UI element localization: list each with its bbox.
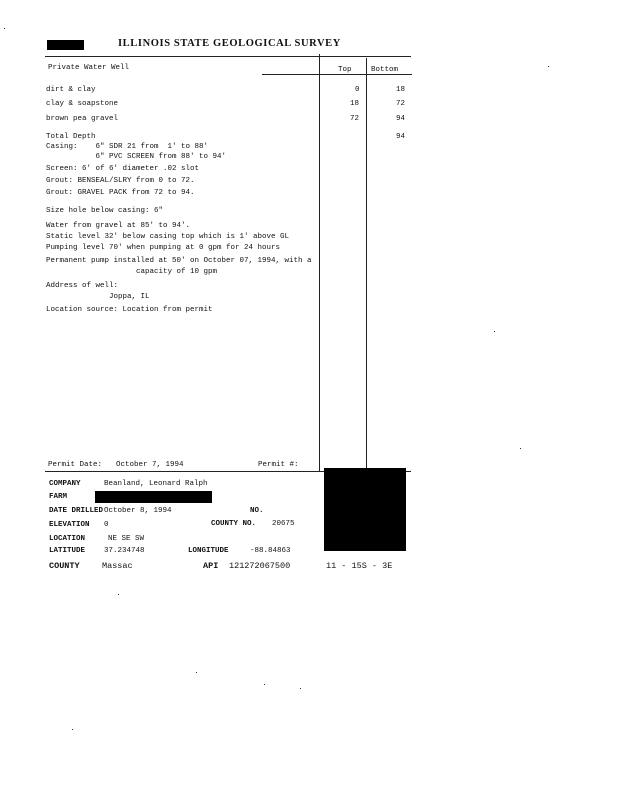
header-rule	[45, 56, 411, 57]
page-title: ILLINOIS STATE GEOLOGICAL SURVEY	[118, 38, 341, 49]
column-header-rule	[262, 74, 412, 75]
scan-speck	[548, 66, 549, 67]
strata-bottom: 72	[396, 100, 406, 108]
permit-number-label: Permit #:	[258, 461, 299, 469]
col-top-header: Top	[338, 66, 352, 74]
strata-top: 18	[350, 100, 360, 108]
strata-desc: dirt & clay	[46, 86, 96, 94]
scan-speck	[494, 331, 495, 332]
redaction-block-farm	[95, 491, 212, 503]
latitude-value: 37.234748	[104, 547, 145, 555]
address-value: Joppa, IL	[46, 293, 150, 301]
grout-line-2: Grout: GRAVEL PACK from 72 to 94.	[46, 189, 195, 197]
address-label: Address of well:	[46, 282, 119, 290]
county-no-value: 20675	[272, 520, 295, 528]
col-bottom-header: Bottom	[371, 66, 399, 74]
scan-speck	[300, 688, 301, 689]
scan-speck	[264, 684, 265, 685]
column-divider-left	[319, 54, 320, 472]
no-label: NO.	[250, 507, 264, 515]
pumping-level-line: Pumping level 70' when pumping at 0 gpm for 24 hours	[46, 244, 281, 252]
hole-size-line: Size hole below casing: 6"	[46, 207, 164, 215]
farm-label: FARM	[49, 493, 68, 501]
static-level-line: Static level 32' below casing top which is 1' above GL	[46, 233, 290, 241]
strata-top: 72	[350, 115, 360, 123]
water-from-line: Water from gravel at 85' to 94'.	[46, 222, 191, 230]
casing-line-1: Casing: 6" SDR 21 from 1' to 88'	[46, 143, 209, 151]
column-divider-right	[366, 58, 367, 472]
permit-date-value: October 7, 1994	[116, 461, 184, 469]
total-depth-value: 94	[396, 133, 406, 141]
strata-desc: brown pea gravel	[46, 115, 119, 123]
company-value: Beanland, Leonard Ralph	[104, 480, 208, 488]
county-no-label: COUNTY NO.	[211, 520, 257, 528]
redaction-block-top	[47, 40, 84, 50]
permit-date-label: Permit Date:	[48, 461, 103, 469]
strata-top: 0	[355, 86, 360, 94]
api-label: API	[203, 561, 219, 571]
location-label: LOCATION	[49, 535, 86, 543]
elevation-value: 0	[104, 521, 109, 529]
api-value: 121272067500	[229, 561, 291, 571]
strata-desc: clay & soapstone	[46, 100, 119, 108]
township-range: 11 - 15S - 3E	[326, 561, 393, 571]
scan-speck	[196, 672, 197, 673]
pump-capacity-line: capacity of 10 gpm	[46, 268, 218, 276]
strata-bottom: 18	[396, 86, 406, 94]
total-depth-label: Total Depth	[46, 133, 96, 141]
grout-line-1: Grout: BENSEAL/SLRY from 0 to 72.	[46, 177, 195, 185]
longitude-label: LONGITUDE	[188, 547, 229, 555]
county-value: Massac	[102, 561, 133, 571]
pump-installed-line: Permanent pump installed at 50' on October 07, 1994, with a	[46, 257, 312, 265]
latitude-label: LATITUDE	[49, 547, 86, 555]
county-label: COUNTY	[49, 561, 80, 571]
company-label: COMPANY	[49, 480, 81, 488]
elevation-label: ELEVATION	[49, 521, 90, 529]
scan-speck	[4, 28, 5, 29]
strata-bottom: 94	[396, 115, 406, 123]
date-drilled-value: October 8, 1994	[104, 507, 172, 515]
date-drilled-label: DATE DRILLED	[49, 507, 104, 515]
section-label: Private Water Well	[48, 64, 130, 72]
scan-speck	[72, 729, 73, 730]
redaction-block-right	[324, 468, 406, 551]
longitude-value: -88.84863	[250, 547, 291, 555]
screen-line: Screen: 6' of 6' diameter .02 slot	[46, 165, 200, 173]
casing-line-2: 6" PVC SCREEN from 88' to 94'	[46, 153, 227, 161]
location-value: NE SE SW	[108, 535, 145, 543]
location-source-line: Location source: Location from permit	[46, 306, 213, 314]
scan-speck	[520, 448, 521, 449]
scan-speck	[118, 594, 119, 595]
